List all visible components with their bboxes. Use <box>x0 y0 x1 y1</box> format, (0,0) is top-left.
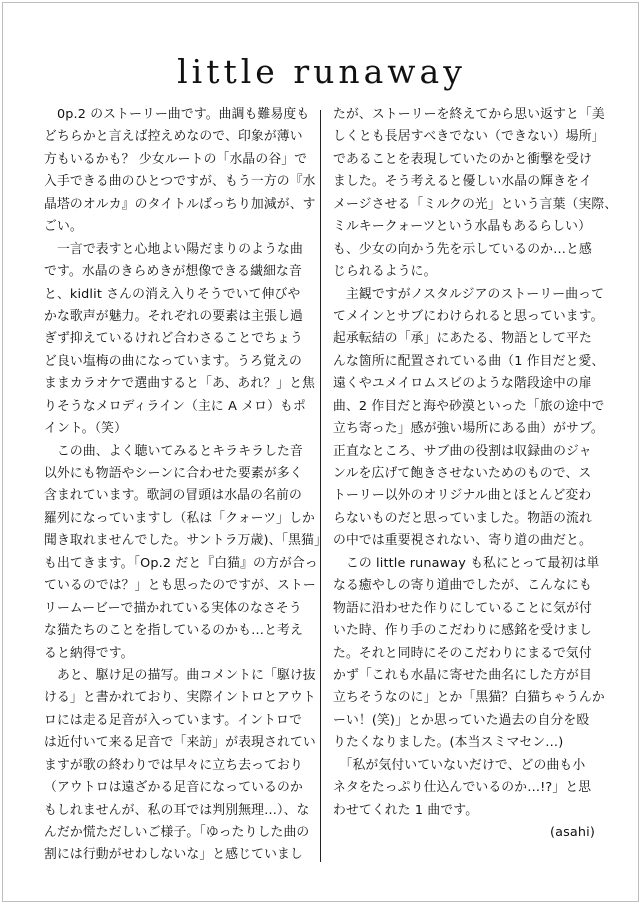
text-line: どちらかと言えば控えめなので、印象が薄い <box>44 129 303 145</box>
text-line: んな箇所に配置されている曲（1 作目だと愛、 <box>333 353 605 369</box>
text-line: イント。（笑） <box>44 421 128 437</box>
text-line: この little runaway も私にとって最初は単 <box>333 555 600 571</box>
text-line: ると納得です。 <box>44 645 134 661</box>
text-line: りそうなメロディライン（主に A メロ）もポ <box>44 398 306 414</box>
text-line: ぎず抑えているけれど合わさることでちょう <box>44 331 303 347</box>
text-line: らないものだと思っていました。物語の流れ <box>333 510 592 526</box>
text-line: かな歌声が魅力。それぞれの要素は主張し過 <box>44 308 303 324</box>
text-line: （アウトロは遠ざかる足音になっているのか <box>44 780 303 796</box>
text-line: な猫たちのことを指しているのかも…と考え <box>44 623 303 639</box>
text-line: この曲、よく聴いてみるとキラキラした音 <box>44 443 303 459</box>
text-line: トーリー以外のオリジナル曲とほとんど変わ <box>333 488 592 504</box>
text-line: しくとも長居すべきでない（できない）場所」 <box>333 129 605 145</box>
text-line: 割には行動がせわしないな」と感じていまし <box>44 847 303 863</box>
text-line: 含まれています。歌詞の冒頭は水晶の名前の <box>44 488 302 504</box>
text-line: です。水晶のきらめきが想像できる繊細な音 <box>44 264 302 280</box>
text-line: わせてくれた 1 曲です。 <box>333 802 479 818</box>
text-line: 遠くやユメイロムスビのような階段途中の扉 <box>333 376 592 392</box>
text-line: 聞き取れませんでした。サントラ万歳)、「黒猫」 <box>44 533 327 549</box>
text-line: もしれませんが、私の耳では判別無理…）、な <box>44 802 310 818</box>
text-line: ロには走る足音が入っています。イントロで <box>44 712 302 728</box>
text-line: てメインとサブにわけられると思っています。 <box>333 308 604 324</box>
text-line: ました。そう考えると優しい水晶の輝きをイ <box>333 174 592 190</box>
text-line: 物語に沿わせた作りにしていることに気が付 <box>333 600 592 616</box>
text-line: 入手できる曲のひとつですが、もう一方の『水 <box>44 174 316 190</box>
text-line: ているのでは？」とも思ったのですが、ストー <box>44 578 316 594</box>
text-line: かず「これも水晶に寄せた曲名にした方が目 <box>333 667 592 683</box>
text-line: ますが歌の終わりでは早々に立ち去っており <box>44 757 303 773</box>
text-line: であることを表現していたのかと衝撃を受け <box>333 151 592 167</box>
text-line: たが、ストーリーを終えてから思い返すと「美 <box>333 107 605 122</box>
author-signature: (asahi) <box>549 825 595 840</box>
text-line: じられるように。 <box>333 264 437 280</box>
text-line: た。それと同時にそのこだわりにまるで気付 <box>333 645 592 661</box>
text-line: んだか慌ただしいご様子。「ゆったりした曲の <box>44 825 310 840</box>
text-line: あと、駆け足の描写。曲コメントに「駆け抜 <box>44 667 316 683</box>
text-line: リームービーで描かれている実体のなさそう <box>44 600 302 616</box>
text-line: ど良い塩梅の曲になっています。うろ覚えの <box>44 353 302 369</box>
text-line: 晶塔のオルカ』のタイトルばっちり加減が、す <box>44 196 316 212</box>
text-line: 0p.2 のストーリー曲です。曲調も難易度も <box>44 107 310 122</box>
text-line: 曲、2 作目だと海や砂漠といった「旅の途中で <box>333 398 605 414</box>
text-line: りたくなりました。(本当スミマセン…) <box>333 735 564 751</box>
text-line: 立ちそうなのに」とか「黒猫？白猫ちゃうんか <box>333 690 605 706</box>
text-line: ネタをたっぷり仕込んでいるのか…!?」と思 <box>333 780 592 796</box>
text-line: ミルキークォーツという水晶もあるらしい） <box>333 219 592 235</box>
page-title: little runaway <box>177 52 466 91</box>
text-line: 起承転結の「承」にあたる、物語として平た <box>333 331 592 347</box>
text-line: 以外にも物語やシーンに合わせた要素が多く <box>44 466 303 481</box>
text-line: 立ち寄った」感が強い場所にある曲）がサブ。 <box>333 421 604 437</box>
right-text-column <box>333 104 618 844</box>
text-line: いた時、作り手のこだわりに感銘を受けまし <box>333 623 592 639</box>
text-line: も出てきます。「Op.2 だと『白猫』の方が合っ <box>44 555 318 571</box>
text-line: なる癒やしの寄り道曲でしたが、こんなにも <box>333 578 592 594</box>
text-line: ける」と書かれており、実際イントロとアウト <box>44 690 316 706</box>
text-line: 主観ですがノスタルジアのストーリー曲って <box>333 286 605 302</box>
text-line: ままカラオケで選曲すると「あ、あれ？」と焦 <box>44 376 316 392</box>
text-line: 一言で表すと心地よい陽だまりのような曲 <box>44 241 303 257</box>
text-line: は近付いて来る足音で「来訪」が表現されてい <box>44 735 316 751</box>
text-line: ごい。 <box>44 219 83 235</box>
text-line: ーい！(笑)」とか思っていた過去の自分を殴 <box>333 712 590 728</box>
text-line: メージさせる「ミルクの光」という言葉（実際、 <box>333 196 618 212</box>
left-text-column <box>44 104 327 867</box>
text-line: も、少女の向かう先を示しているのか…と感 <box>333 241 592 257</box>
text-line: の中では重要視されない、寄り道の曲だと。 <box>333 533 592 549</box>
text-line: 方もいるかも？ 少女ルートの「水晶の谷」で <box>44 151 308 167</box>
text-line: と、kidlit さんの消え入りそうでいて伸びや <box>44 286 301 302</box>
text-line: 正直なところ、サブ曲の役割は収録曲のジャ <box>333 443 592 459</box>
text-line: 「私が気付いていないだけで、どの曲も小 <box>333 757 586 773</box>
text-line: ンルを広げて飽きさせないためのもので、ス <box>333 466 592 481</box>
text-line: 羅列になっていますし（私は「クォーツ」しか <box>44 510 315 526</box>
column-divider <box>320 110 321 862</box>
